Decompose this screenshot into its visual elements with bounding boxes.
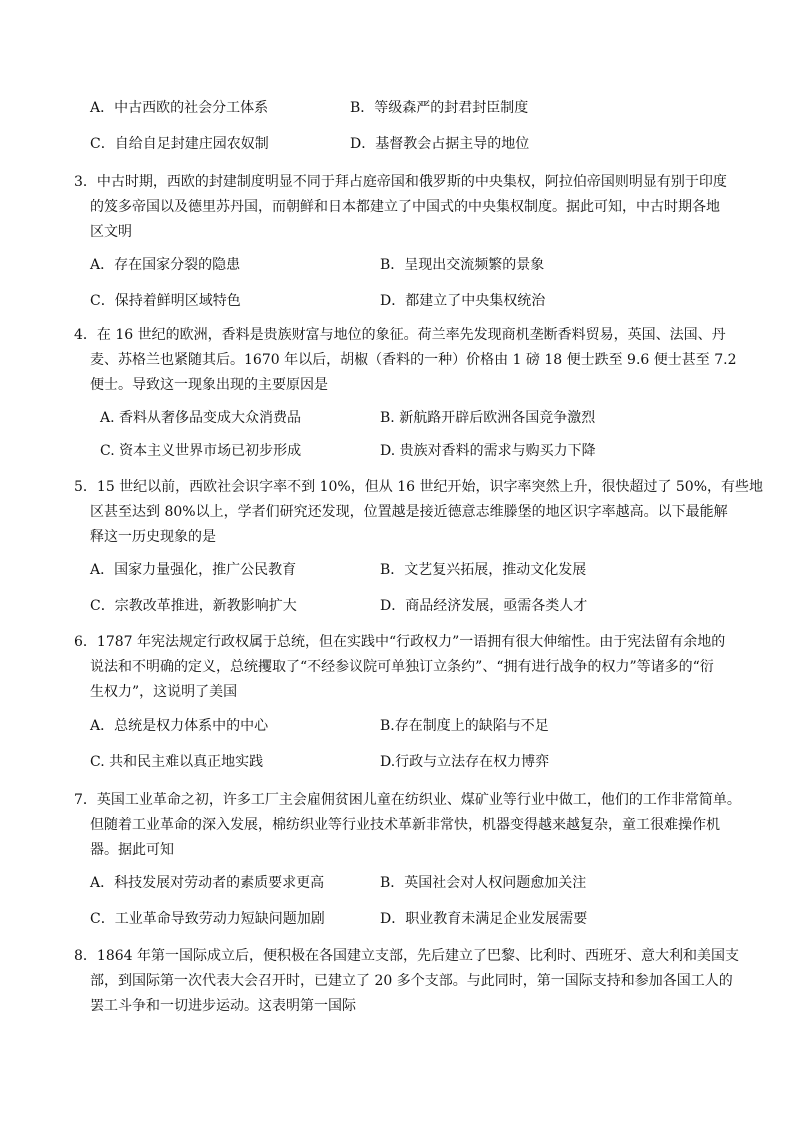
q7-stem-line-2: 但随着工业革命的深入发展，棉纺织业等行业技术革新非常快，机器变得越来越复杂，童工很难操作机 (90, 817, 720, 833)
q7-options-row-2 (90, 908, 770, 930)
q3-option-d[interactable]: D．都建立了中央集权统治 (380, 293, 546, 309)
q3-option-c[interactable]: C．保持着鲜明区域特色 (90, 293, 241, 309)
q3-option-b[interactable]: B．呈现出交流频繁的景象 (380, 257, 545, 273)
q2-option-c[interactable]: C．自给自足封建庄园农奴制 (90, 136, 269, 152)
q2-option-a[interactable]: A．中古西欧的社会分工体系 (90, 100, 269, 116)
q6-option-d[interactable]: D.行政与立法存在权力博弈 (380, 754, 550, 770)
q7-stem-line-1: 7．英国工业革命之初，许多工厂主会雇佣贫困儿童在纺织业、煤矿业等行业中做工，他们的工作非常简单。 (74, 792, 741, 808)
q7-options-row-1 (90, 872, 770, 894)
q4-options-row-1 (100, 407, 780, 429)
q3-options-row-2 (90, 290, 770, 312)
q2-options-row-1 (90, 97, 770, 119)
q5-stem (74, 475, 764, 550)
q7-option-a[interactable]: A．科技发展对劳动者的素质要求更高 (90, 875, 325, 891)
q6-stem-line-2: 说法和不明确的定义，总统攫取了“不经参议院可单独订立条约”、“拥有进行战争的权力”等诸多的“衍 (90, 659, 714, 675)
q8-stem (74, 944, 739, 1019)
q5-stem-line-1: 5．15 世纪以前，西欧社会识字率不到 10%，但从 16 世纪开始，识字率突然上升，很快超过了 50%，有些地 (74, 479, 764, 495)
q4-stem-line-2: 麦、苏格兰也紧随其后。1670 年以后，胡椒（香料的一种）价格由 1 磅 18 便士跌至 9.6 便士甚至 7.2 (90, 352, 737, 368)
q5-option-d[interactable]: D．商品经济发展，亟需各类人才 (380, 598, 588, 614)
q3-stem-line-2: 的笈多帝国以及德里苏丹国，而朝鲜和日本都建立了中国式的中央集权制度。据此可知，中古时期各地 (90, 199, 720, 215)
q5-option-b[interactable]: B．文艺复兴拓展，推动文化发展 (380, 562, 587, 578)
q5-stem-line-2: 区甚至达到 80%以上，学者们研究还发现，位置越是接近德意志维滕堡的地区识字率越高。以下最能解 (90, 504, 728, 520)
q4-option-c[interactable]: C. 资本主义世界市场已初步形成 (100, 443, 302, 459)
q6-option-a[interactable]: A．总统是权力体系中的中心 (90, 718, 269, 734)
q5-stem-line-3: 释这一历史现象的是 (90, 529, 216, 545)
q3-option-a[interactable]: A．存在国家分裂的隐患 (90, 257, 241, 273)
q6-stem-line-1: 6．1787 年宪法规定行政权属于总统，但在实践中“行政权力”一语拥有很大伸缩性。由于宪法留有余地的 (74, 634, 726, 650)
q4-options-row-2 (100, 440, 780, 462)
q7-stem-line-3: 器。据此可知 (90, 842, 174, 858)
q5-option-c[interactable]: C．宗教改革推进，新教影响扩大 (90, 598, 297, 614)
q4-option-a[interactable]: A. 香料从奢侈品变成大众消费品 (100, 410, 302, 426)
q6-options-row-1 (90, 715, 770, 737)
q5-option-a[interactable]: A．国家力量强化，推广公民教育 (90, 562, 297, 578)
q4-option-b[interactable]: B. 新航路开辟后欧洲各国竞争激烈 (380, 410, 596, 426)
q4-stem-line-3: 便士。导致这一现象出现的主要原因是 (90, 377, 328, 393)
q6-stem (74, 630, 734, 705)
q2-option-b[interactable]: B．等级森严的封君封臣制度 (350, 100, 529, 116)
q7-stem (74, 788, 741, 863)
q2-options-row-2 (90, 133, 770, 155)
q4-stem-line-1: 4．在 16 世纪的欧洲，香料是贵族财富与地位的象征。荷兰率先发现商机垄断香料贸易，英国、法国、丹 (74, 327, 726, 343)
q5-options-row-2 (90, 595, 770, 617)
q4-stem (74, 323, 737, 398)
q5-options-row-1 (90, 559, 770, 581)
q3-options-row-1 (90, 254, 770, 276)
q3-stem-line-1: 3．中古时期，西欧的封建制度明显不同于拜占庭帝国和俄罗斯的中央集权，阿拉伯帝国则明显有别于印度 (74, 174, 727, 190)
q8-stem-line-3: 罢工斗争和一切进步运动。这表明第一国际 (90, 998, 356, 1014)
q6-stem-line-3: 生权力”，这说明了美国 (90, 684, 238, 700)
q2-option-d[interactable]: D．基督教会占据主导的地位 (350, 136, 530, 152)
q6-option-c[interactable]: C. 共和民主难以真正地实践 (90, 754, 264, 770)
q6-options-row-2 (90, 751, 770, 773)
q3-stem-line-3: 区文明 (90, 224, 132, 240)
q7-option-b[interactable]: B．英国社会对人权问题愈加关注 (380, 875, 587, 891)
q7-option-c[interactable]: C．工业革命导致劳动力短缺问题加剧 (90, 911, 325, 927)
q3-stem (74, 170, 734, 245)
q8-stem-line-2: 部，到国际第一次代表大会召开时，已建立了 20 多个支部。与此同时，第一国际支持和参加各国工人的 (90, 973, 733, 989)
q6-option-b[interactable]: B.存在制度上的缺陷与不足 (380, 718, 549, 734)
q4-option-d[interactable]: D. 贵族对香料的需求与购买力下降 (380, 443, 596, 459)
q7-option-d[interactable]: D．职业教育未满足企业发展需要 (380, 911, 588, 927)
q8-stem-line-1: 8．1864 年第一国际成立后，便积极在各国建立支部，先后建立了巴黎、比利时、西班牙、意大利和美国支 (74, 948, 739, 964)
